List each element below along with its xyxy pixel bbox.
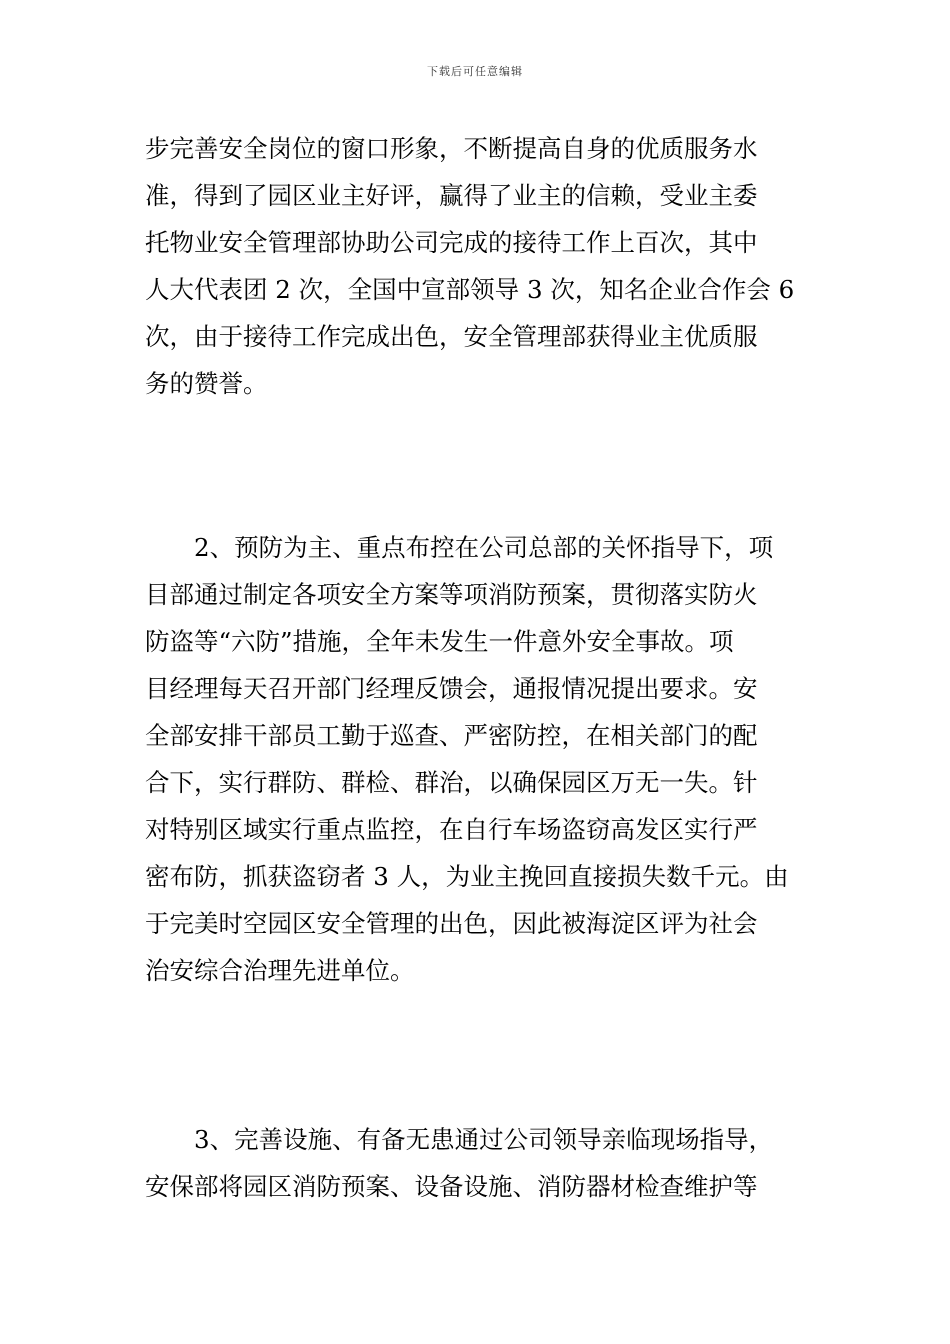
text-line: 准，得到了园区业主好评，赢得了业主的信赖，受业主委 xyxy=(145,181,758,210)
page-header: 下载后可任意编辑 xyxy=(427,65,523,78)
text-line: 2、预防为主、重点布控在公司总部的关怀指导下，项 xyxy=(194,533,774,562)
text-line: 次，由于接待工作完成出色，安全管理部获得业主优质服 xyxy=(145,322,758,351)
text-line: 治安综合治理先进单位。 xyxy=(145,956,415,985)
text-line: 人大代表团 2 次，全国中宣部领导 3 次，知名企业合作会 6 xyxy=(145,275,795,304)
text-line: 3、完善设施、有备无患通过公司领导亲临现场指导， xyxy=(194,1125,774,1154)
text-line: 目经理每天召开部门经理反馈会，通报情况提出要求。安 xyxy=(145,674,758,703)
text-line: 对特别区域实行重点监控，在自行车场盗窃高发区实行严 xyxy=(145,815,758,844)
text-line: 合下，实行群防、群检、群治，以确保园区万无一失。针 xyxy=(145,768,758,797)
text-line: 于完美时空园区安全管理的出色，因此被海淀区评为社会 xyxy=(145,909,758,938)
text-line: 全部安排干部员工勤于巡查、严密防控，在相关部门的配 xyxy=(145,721,758,750)
text-line: 密布防，抓获盗窃者 3 人，为业主挽回直接损失数千元。由 xyxy=(145,862,789,891)
text-line: 安保部将园区消防预案、设备设施、消防器材检查维护等 xyxy=(145,1172,758,1201)
text-line: 防盗等“六防”措施，全年未发生一件意外安全事故。项 xyxy=(145,627,734,656)
paragraph-prevention-control xyxy=(145,524,807,994)
paragraph-facilities xyxy=(145,1116,807,1210)
text-line: 务的赞誉。 xyxy=(145,369,268,398)
paragraph-reception-service xyxy=(145,125,807,407)
text-line: 步完善安全岗位的窗口形象，不断提高自身的优质服务水 xyxy=(145,134,758,163)
text-line: 目部通过制定各项安全方案等项消防预案，贯彻落实防火 xyxy=(145,580,758,609)
text-line: 托物业安全管理部协助公司完成的接待工作上百次，其中 xyxy=(145,228,758,257)
